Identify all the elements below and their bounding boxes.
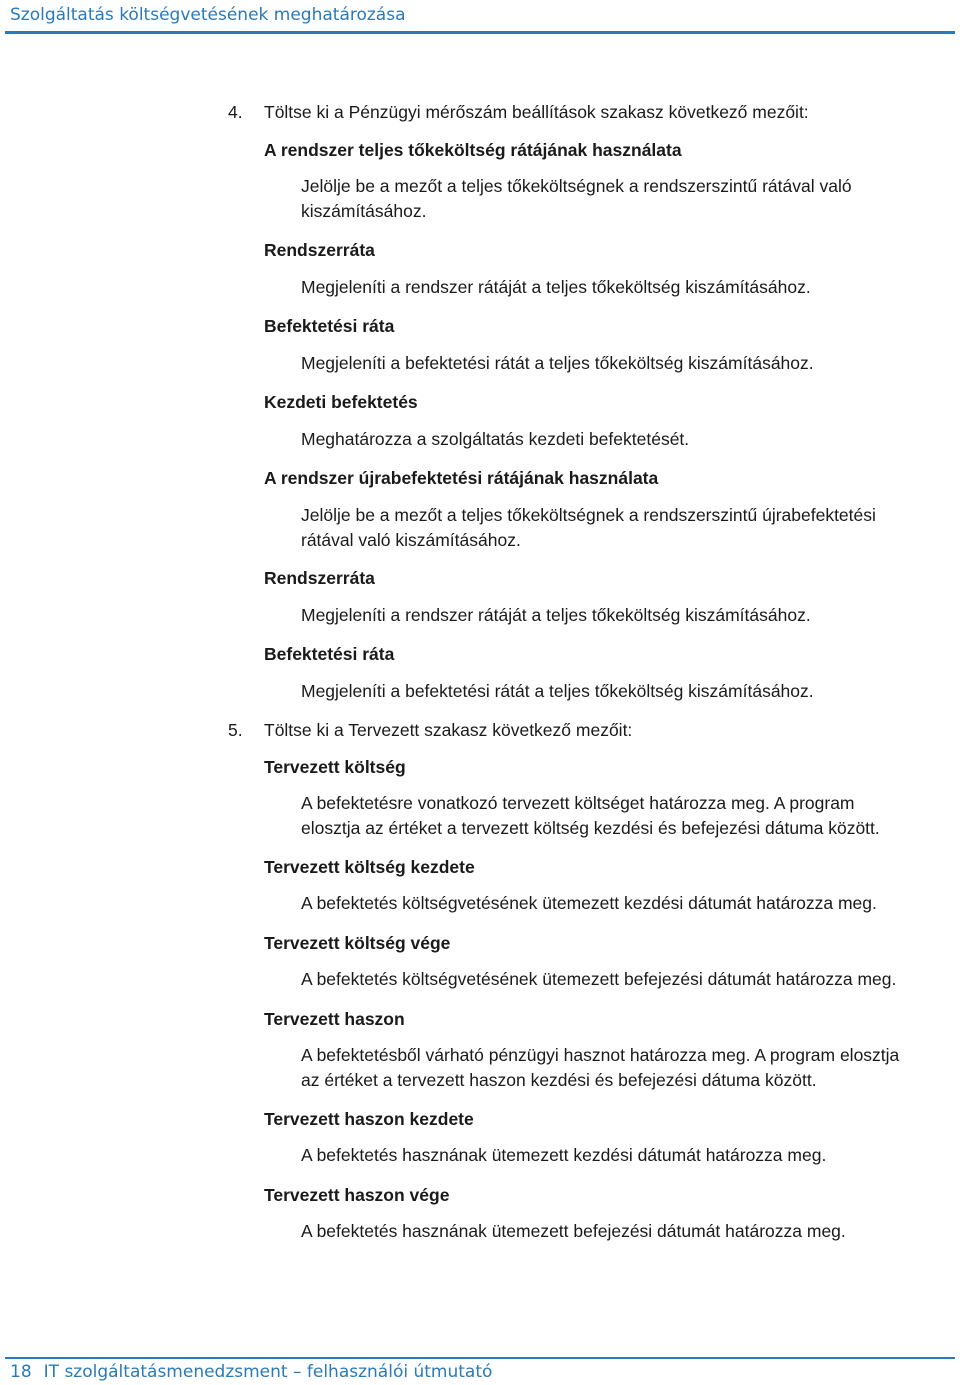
field-description: A befektetés hasznának ütemezett befejezési dátumát határozza meg.	[301, 1221, 846, 1241]
step-intro: Töltse ki a Tervezett szakasz következő mezőit:	[264, 720, 633, 740]
field-label: Kezdeti befektetés	[264, 392, 418, 412]
page-number: 18	[10, 1362, 32, 1382]
field-description: A befektetés hasznának ütemezett kezdési dátumát határozza meg.	[301, 1145, 827, 1165]
field-label: Tervezett haszon	[264, 1009, 405, 1029]
step-intro: Töltse ki a Pénzügyi mérőszám beállítások szakasz következő mezőit:	[264, 102, 809, 122]
footer-divider	[5, 1357, 955, 1359]
footer-title: IT szolgáltatásmenedzsment – felhasználói útmutató	[43, 1362, 493, 1382]
field-label: Tervezett költség vége	[264, 933, 451, 953]
field-label: Tervezett haszon vége	[264, 1185, 450, 1205]
field-description: kiszámításához.	[301, 201, 427, 221]
field-label: Tervezett költség kezdete	[264, 857, 475, 877]
field-description: A befektetésre vonatkozó tervezett költséget határozza meg. A program	[301, 793, 855, 813]
field-description: A befektetés költségvetésének ütemezett befejezési dátumát határozza meg.	[301, 969, 897, 989]
field-label: Tervezett költség	[264, 757, 406, 777]
running-header: Szolgáltatás költségvetésének meghatározása	[10, 5, 406, 25]
field-description: az értéket a tervezett haszon kezdési és befejezési dátuma között.	[301, 1070, 817, 1090]
field-label: A rendszer teljes tőkeköltség rátájának használata	[264, 140, 682, 160]
field-label: A rendszer újrabefektetési rátájának használata	[264, 468, 659, 488]
running-footer	[10, 1362, 492, 1382]
field-description: Megjeleníti a befektetési rátát a teljes tőkeköltség kiszámításához.	[301, 353, 814, 373]
header-divider	[5, 31, 955, 34]
field-description: A befektetésből várható pénzügyi hasznot határozza meg. A program elosztja	[301, 1045, 900, 1065]
field-description: A befektetés költségvetésének ütemezett kezdési dátumát határozza meg.	[301, 893, 877, 913]
field-description: rátával való kiszámításához.	[301, 530, 521, 550]
field-label: Befektetési ráta	[264, 644, 395, 664]
step-number: 5.	[228, 720, 243, 740]
field-description: Megjeleníti a rendszer rátáját a teljes tőkeköltség kiszámításához.	[301, 277, 811, 297]
field-description: Megjeleníti a rendszer rátáját a teljes tőkeköltség kiszámításához.	[301, 605, 811, 625]
field-description: elosztja az értéket a tervezett költség kezdési és befejezési dátuma között.	[301, 818, 880, 838]
step-number: 4.	[228, 102, 243, 122]
field-description: Jelölje be a mezőt a teljes tőkeköltségnek a rendszerszintű rátával való	[301, 176, 852, 196]
field-label: Rendszerráta	[264, 240, 375, 260]
field-label: Tervezett haszon kezdete	[264, 1109, 474, 1129]
field-description: Meghatározza a szolgáltatás kezdeti befektetését.	[301, 429, 690, 449]
field-label: Rendszerráta	[264, 568, 375, 588]
field-description: Jelölje be a mezőt a teljes tőkeköltségnek a rendszerszintű újrabefektetési	[301, 505, 876, 525]
field-description: Megjeleníti a befektetési rátát a teljes tőkeköltség kiszámításához.	[301, 681, 814, 701]
field-label: Befektetési ráta	[264, 316, 395, 336]
